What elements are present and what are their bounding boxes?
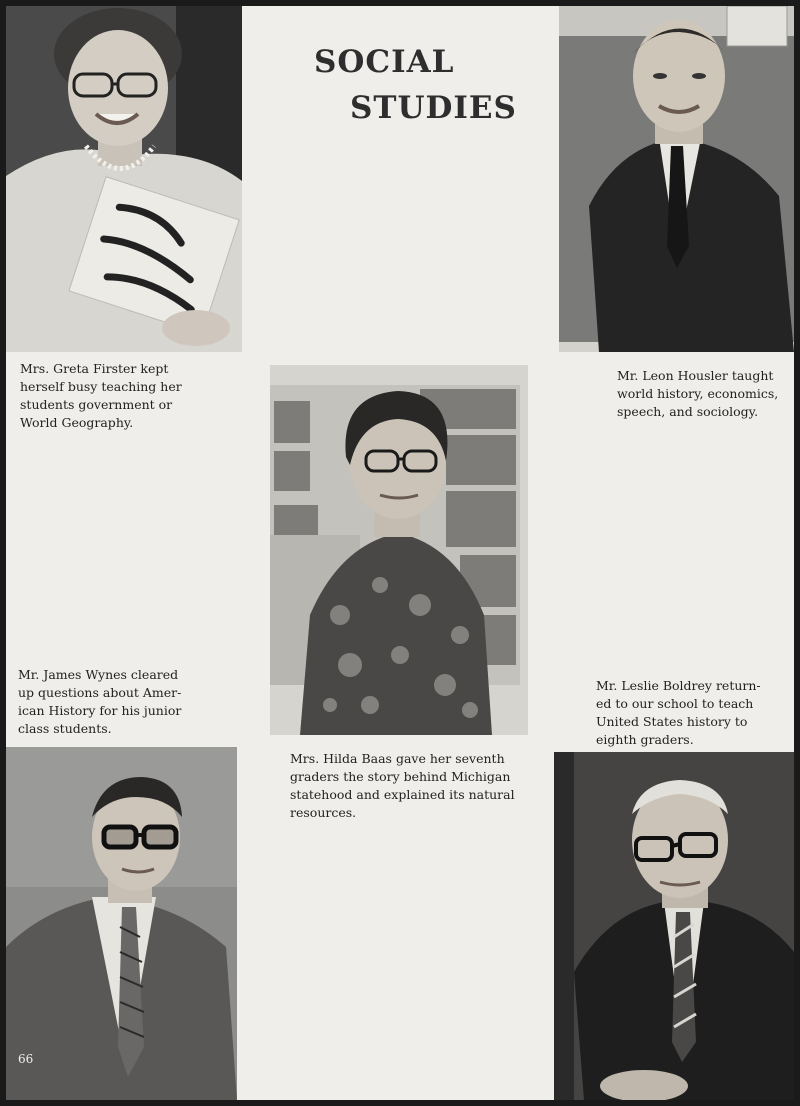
yearbook-page xyxy=(6,6,794,1100)
page-title-line1: SOCIAL xyxy=(314,44,455,80)
photo-leslie-boldrey xyxy=(554,752,794,1100)
page-number: 66 xyxy=(18,1052,34,1066)
page-title-line2: STUDIES xyxy=(350,90,517,126)
photo-leon-housler xyxy=(559,6,794,352)
caption-greta-firster: Mrs. Greta Firster kept herself busy teaching her students government or World Geography. xyxy=(20,361,182,430)
caption-james-wynes: Mr. James Wynes cleared up questions about Amer- ican History for his junior class students. xyxy=(18,667,182,736)
photo-greta-firster xyxy=(6,6,242,352)
caption-leslie-boldrey: Mr. Leslie Boldrey return- ed to our school to teach United States history to eighth graders. xyxy=(596,678,761,747)
photo-hilda-baas xyxy=(270,365,528,735)
caption-hilda-baas: Mrs. Hilda Baas gave her seventh graders the story behind Michigan statehood and explained its natural resources. xyxy=(290,751,515,820)
caption-leon-housler: Mr. Leon Housler taught world history, economics, speech, and sociology. xyxy=(617,368,779,419)
photo-james-wynes xyxy=(6,747,237,1100)
